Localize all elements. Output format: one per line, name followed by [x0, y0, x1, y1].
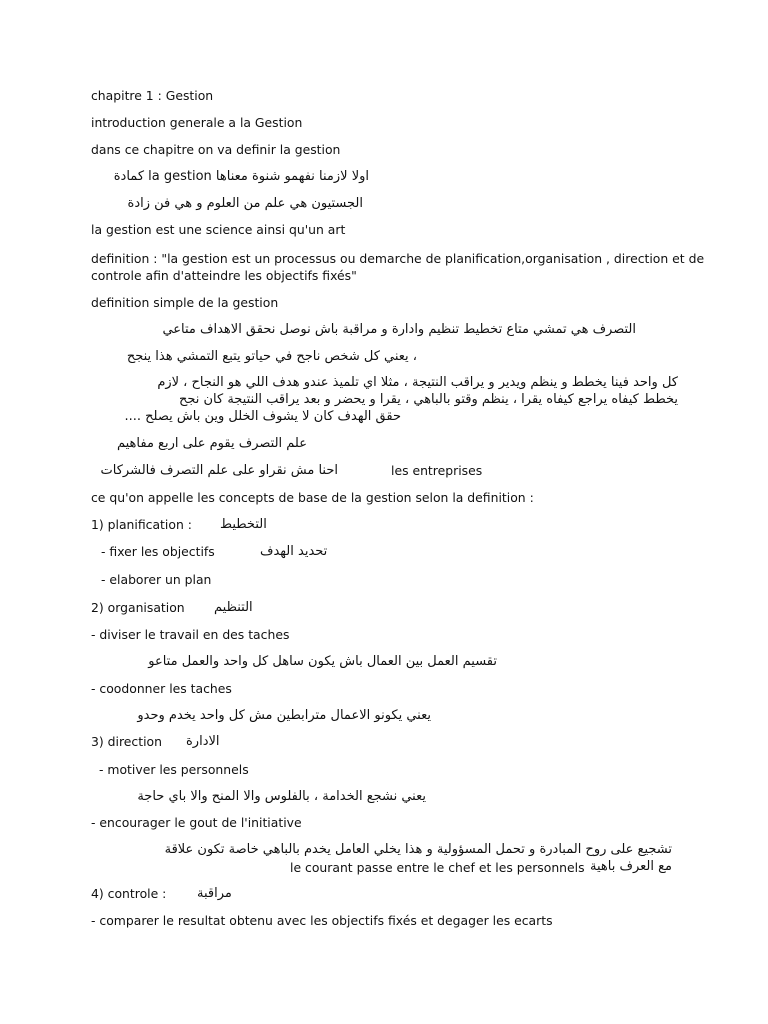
list-heading-arabic: الادارة — [186, 734, 220, 749]
list-item: - encourager le gout de l'initiative — [91, 815, 302, 830]
paragraph: la gestion est une science ainsi qu'un art — [91, 222, 346, 237]
inline-term: les entreprises — [391, 463, 483, 478]
definition-line: controle afin d'atteindre les objectifs fixés" — [91, 268, 357, 283]
list-heading-arabic: التخطيط — [220, 517, 267, 532]
paragraph-arabic: حقق الهدف كان لا يشوف الخلل وين باش يصلح .... — [124, 409, 401, 424]
paragraph-arabic: يعني يكونو الاعمال مترابطين مش كل واحد يخدم وحدو — [137, 708, 431, 723]
paragraph-arabic: علم التصرف يقوم على اربع مفاهيم — [116, 436, 307, 451]
list-item: - motiver les personnels — [99, 762, 249, 777]
paragraph-arabic: احنا مش نقراو على علم التصرف فالشركات — [100, 463, 338, 478]
paragraph-arabic: الجستيون هي علم من العلوم و هي فن زادة — [127, 196, 363, 211]
list-item: - comparer le resultat obtenu avec les objectifs fixés et degager les ecarts — [91, 913, 553, 928]
list-item: - coodonner les taches — [91, 681, 232, 696]
paragraph-arabic: يعني نشجع الخدامة ، بالفلوس والا المنح والا باي حاجة — [137, 789, 426, 804]
paragraph: definition simple de la gestion — [91, 295, 279, 310]
paragraph-arabic: تشجيع على روح المبادرة و تحمل المسؤولية و هذا يخلي العامل يخدم بالباهي خاصة تكون علاقة — [164, 842, 672, 857]
chapter-title: chapitre 1 : Gestion — [91, 88, 214, 103]
list-item: - diviser le travail en des taches — [91, 627, 290, 642]
paragraph-arabic: ، يعني كل شخص ناجح في حياتو يتبع التمشي هذا ينجح — [126, 349, 417, 364]
list-item-arabic: تحديد الهدف — [260, 544, 328, 559]
list-heading: 4) controle : — [91, 886, 167, 901]
paragraph: dans ce chapitre on va definir la gestion — [91, 142, 341, 157]
paragraph-arabic: تقسيم العمل بين العمال باش يكون ساهل كل واحد والعمل متاعو — [148, 654, 497, 669]
paragraph-arabic: كل واحد فينا يخطط و ينظم ويدير و يراقب النتيجة ، مثلا اي تلميذ عندو هدف اللي هو النجاح ، لازم — [157, 375, 678, 390]
list-heading: 2) organisation — [91, 600, 185, 615]
list-heading-arabic: التنظيم — [214, 600, 253, 615]
paragraph-arabic: اولا لازمنا نفهمو شنوة معناها la gestion كمادة — [113, 169, 369, 184]
paragraph: ce qu'on appelle les concepts de base de la gestion selon la definition : — [91, 490, 534, 505]
list-item: - fixer les objectifs — [101, 544, 215, 559]
list-heading: 1) planification : — [91, 517, 192, 532]
paragraph-arabic: يخطط كيفاه يراجع كيفاه يقرا ، ينظم وقتو بالباهي ، يقرا و يحضر و بعد يراقب النتيجة كان نجح — [178, 392, 678, 407]
list-item: - elaborer un plan — [101, 572, 212, 587]
list-heading-arabic: مراقبة — [197, 886, 232, 901]
section-heading: introduction generale a la Gestion — [91, 115, 303, 130]
paragraph-arabic: مع العرف باهية — [590, 859, 672, 874]
paragraph-arabic: التصرف هي تمشي متاع تخطيط تنظيم وادارة و مراقبة باش نوصل نحقق الاهداف متاعي — [162, 322, 636, 337]
list-heading: 3) direction — [91, 734, 162, 749]
definition-line: definition : "la gestion est un processus ou demarche de planification,organisation , direction et de — [91, 251, 705, 266]
inline-term: le courant passe entre le chef et les personnels — [290, 860, 585, 875]
